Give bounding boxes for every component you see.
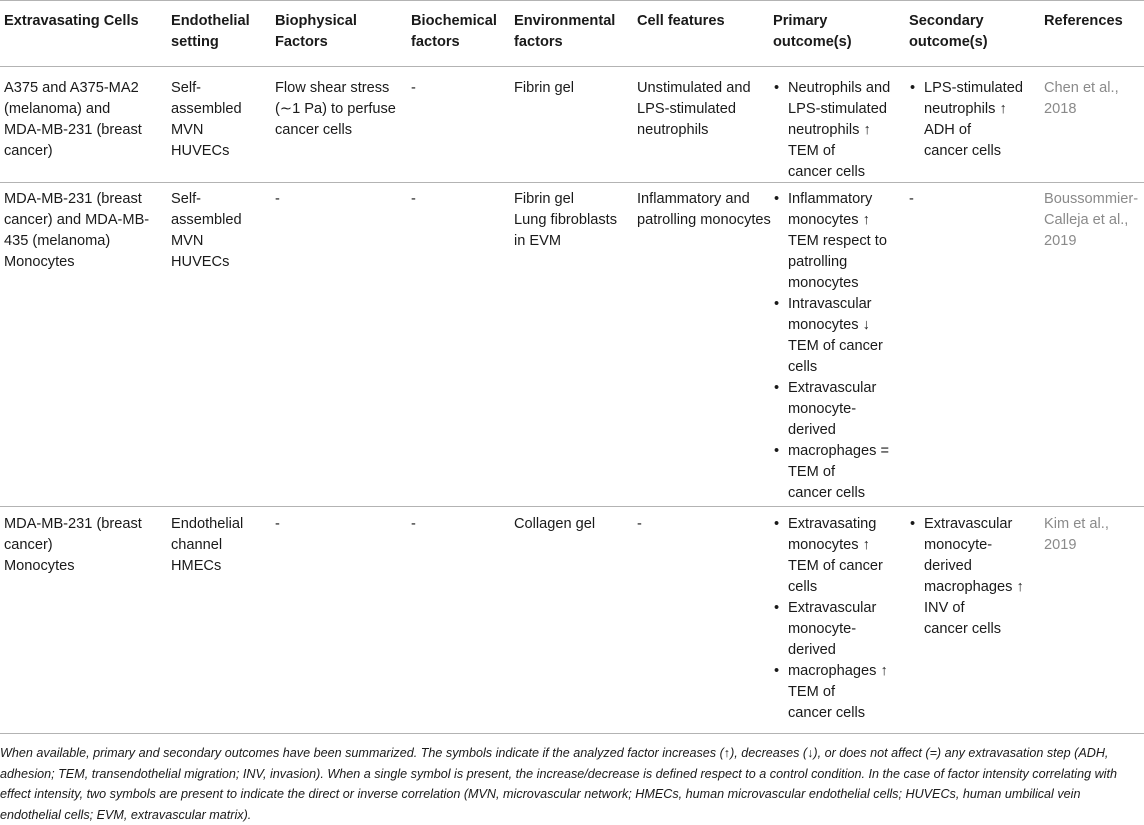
cell-biophysical-factors: -	[275, 191, 280, 207]
header-rule	[0, 66, 1144, 67]
header-endothelial-setting: Endothelial setting	[171, 13, 250, 50]
cell-extravasating-cells: MDA-MB-231 (breast cancer) and MDA-MB- 435 (melanoma) Monocytes	[4, 191, 150, 270]
outcome-item: • macrophages ↑ TEM of cancer cells	[773, 661, 903, 724]
cell-extravasating-cells: MDA-MB-231 (breast cancer) Monocytes	[4, 516, 142, 574]
outcome-item: • Extravasating monocytes ↑ TEM of cancer cells	[773, 514, 903, 598]
cell-environmental-factors: Fibrin gel Lung fibroblasts in EVM	[514, 191, 618, 249]
header-secondary-outcomes: Secondary outcome(s)	[909, 13, 988, 50]
table-footnote: When available, primary and secondary outcomes have been summarized. The symbols indicate if the analyzed factor increases (↑), decreases (↓), or does not affect (=) any extravasation step (ADH, adhesion; TEM, transendothelial migration; INV, invasion). When a single symbol is present, the increase/decrease is defined respect to a control condition. In the case of factor intensity correlating with effect intensity, two symbols are present to indicate the direct or inverse correlation (MVN, microvascular network; HMECs, human microvascular endothelial cells; HUVECs, human umbilical vein endothelial cells; EVM, extravascular matrix).	[0, 746, 1117, 822]
cell-cell-features: Unstimulated and LPS-stimulated neutrophils	[637, 80, 751, 138]
cell-endothelial-setting: Endothelial channel HMECs	[171, 516, 244, 574]
header-environmental-factors: Environmental factors	[514, 13, 616, 50]
outcome-item: • Inflammatory monocytes ↑ TEM respect to patrolling monocytes	[773, 189, 903, 294]
table-top-rule	[0, 0, 1144, 1]
outcome-item: • Intravascular monocytes ↓ TEM of cancer cells	[773, 294, 903, 378]
row-rule	[0, 182, 1144, 183]
cell-extravasating-cells: A375 and A375-MA2 (melanoma) and MDA-MB-231 (breast cancer)	[4, 80, 142, 159]
outcome-item: • LPS-stimulated neutrophils ↑ ADH of cancer cells	[909, 78, 1039, 162]
header-biophysical-factors: Biophysical Factors	[275, 13, 357, 50]
cell-cell-features: Inflammatory and patrolling monocytes	[637, 191, 771, 228]
cell-references: Boussommier- Calleja et al., 2019	[1044, 191, 1139, 249]
row-rule	[0, 506, 1144, 507]
header-references: References	[1044, 13, 1123, 29]
cell-primary-outcomes	[773, 78, 903, 183]
cell-secondary-outcomes	[909, 78, 1039, 162]
outcome-item: • Extravascular monocyte- derived	[773, 598, 903, 661]
cell-endothelial-setting: Self- assembled MVN HUVECs	[171, 80, 242, 159]
cell-cell-features: -	[637, 516, 642, 532]
cell-references: Kim et al., 2019	[1044, 516, 1109, 553]
outcome-item: • Extravascular monocyte- derived	[773, 378, 903, 441]
cell-endothelial-setting: Self- assembled MVN HUVECs	[171, 191, 242, 270]
cell-biophysical-factors: Flow shear stress (∼1 Pa) to perfuse cancer cells	[275, 80, 396, 138]
table-bottom-rule	[0, 733, 1144, 734]
cell-secondary-outcomes: -	[909, 191, 914, 207]
cell-biochemical-factors: -	[411, 80, 416, 96]
header-primary-outcomes: Primary outcome(s)	[773, 13, 852, 50]
cell-biophysical-factors: -	[275, 516, 280, 532]
cell-secondary-outcomes	[909, 514, 1039, 640]
cell-environmental-factors: Collagen gel	[514, 516, 596, 532]
cell-biochemical-factors: -	[411, 516, 416, 532]
header-extravasating-cells: Extravasating Cells	[4, 13, 139, 29]
outcome-item: • macrophages = TEM of cancer cells	[773, 441, 903, 504]
cell-environmental-factors: Fibrin gel	[514, 80, 575, 96]
outcome-item: • Extravascular monocyte- derived macrophages ↑ INV of cancer cells	[909, 514, 1039, 640]
header-biochemical-factors: Biochemical factors	[411, 13, 497, 50]
outcome-item: • Neutrophils and LPS-stimulated neutrophils ↑ TEM of cancer cells	[773, 78, 903, 183]
header-cell-features: Cell features	[637, 13, 725, 29]
cell-primary-outcomes	[773, 189, 903, 504]
cell-references: Chen et al., 2018	[1044, 80, 1119, 117]
cell-biochemical-factors: -	[411, 191, 416, 207]
cell-primary-outcomes	[773, 514, 903, 724]
